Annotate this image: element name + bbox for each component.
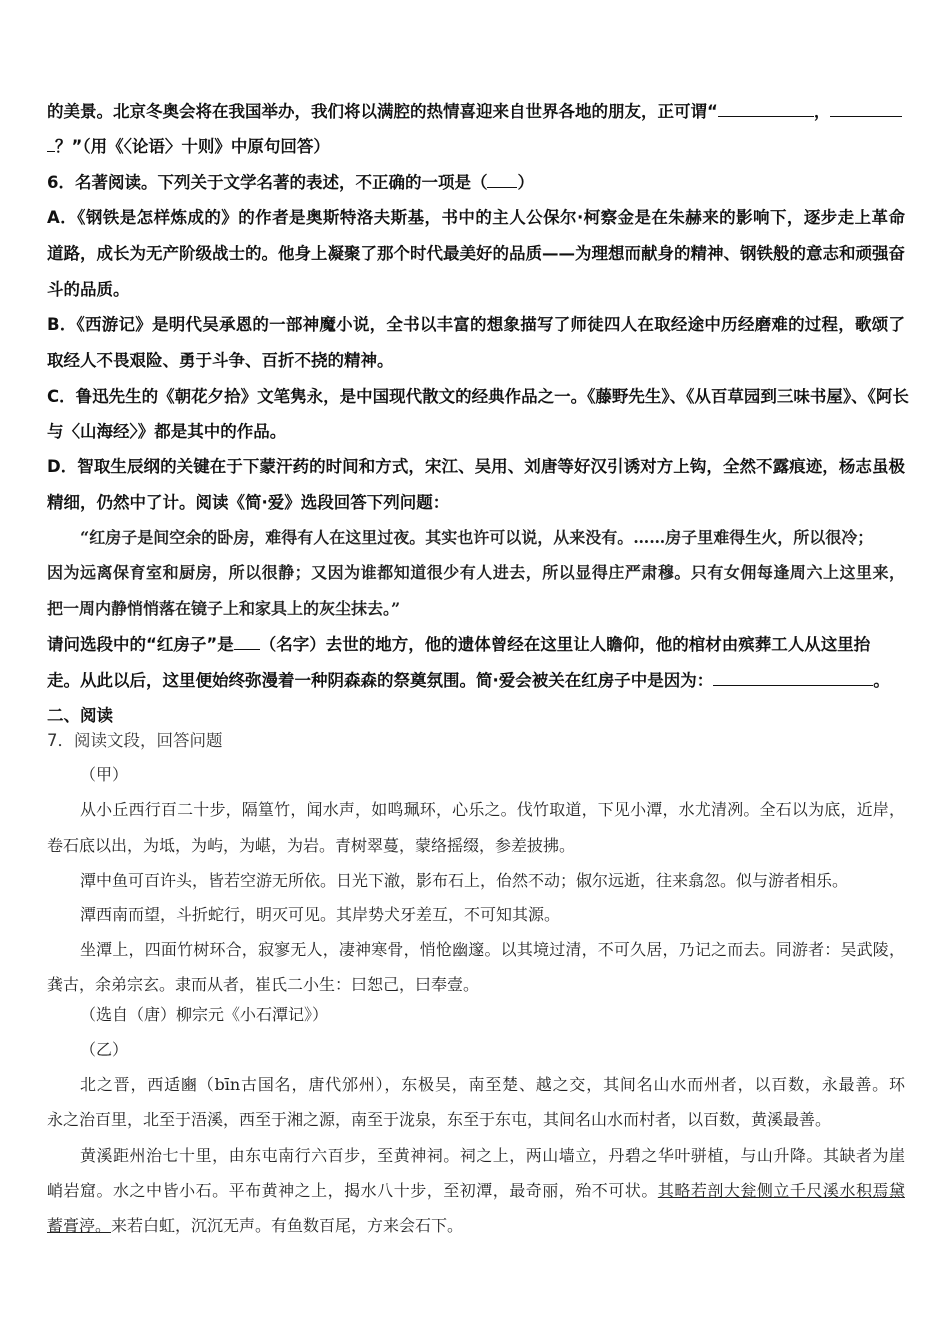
yi-p1-line-1: 北之晋，西适豳（bīn古国名，唐代邠州），东极吴，南至楚、越之交，其间名山水而州者，以百数，永最善。环 bbox=[80, 1075, 905, 1094]
jia-p4-line-2: 龚古，余弟宗玄。隶而从者，崔氏二小生：曰恕己，曰奉壹。 bbox=[47, 975, 480, 994]
q5-line-1 bbox=[47, 101, 905, 123]
section-heading: 二、阅读 bbox=[47, 706, 113, 725]
jia-p2: 潭中鱼可百许头，皆若空游无所依。日光下澈，影布石上，佁然不动；俶尔远逝，往来翕忽。似与游者相乐。 bbox=[80, 871, 849, 890]
quote-line-1: “红房子是间空余的卧房，难得有人在这里过夜。其实也许可以说，从来没有。……房子里难得生火，所以很冷； bbox=[80, 528, 874, 547]
jia-p1-line-1: 从小丘西行百二十步，隔篁竹，闻水声，如鸣珮环，心乐之。伐竹取道，下见小潭，水尤清冽。全石以为底，近岸， bbox=[80, 800, 905, 819]
text: 峭岩窟。水之中皆小石。平布黄神之上，揭水八十步，至初潭，最奇丽，殆不可状。 bbox=[47, 1181, 658, 1200]
passage-yi-label: （乙） bbox=[80, 1040, 129, 1059]
text: （名字）去世的地方，他的遗体曾经在这里让人瞻仰，他的棺材由殡葬工人从这里抬 bbox=[259, 635, 871, 654]
question-7: 7．阅读文段，回答问题 bbox=[47, 731, 223, 750]
q5-line-2 bbox=[47, 136, 905, 158]
yi-p1-line-2: 永之治百里，北至于浯溪，西至于湘之源，南至于泷泉，东至于东屯，其间名山水而村者，以百数，黄溪最善。 bbox=[47, 1110, 832, 1129]
answer-blank bbox=[713, 671, 873, 686]
text: 请问选段中的“红房子”是 bbox=[47, 635, 234, 654]
answer-blank bbox=[234, 635, 260, 650]
option-a-line-2: 道路，成长为无产阶级战士的。他身上凝聚了那个时代最美好的品质——为理想而献身的精神、钢铁般的意志和顽强奋 bbox=[47, 244, 905, 263]
option-c-line-2: 与〈山海经〉》都是其中的作品。 bbox=[47, 422, 287, 441]
jia-p4-line-1: 坐潭上，四面竹树环合，寂寥无人，凄神寒骨，悄怆幽邃。以其境过清，不可久居，乃记之而去。同游者：吴武陵， bbox=[80, 940, 905, 959]
text: 6．名著阅读。下列关于文学名著的表述，不正确的一项是（ bbox=[47, 173, 488, 192]
option-d-line-1: D．智取生辰纲的关键在于下蒙汗药的时间和方式，宋江、吴用、刘唐等好汉引诱对方上钩，全然不露痕迹，杨志虽极 bbox=[47, 457, 905, 476]
text: ， bbox=[813, 102, 831, 121]
answer-blank bbox=[47, 137, 55, 152]
quote-line-3: 把一周内静悄悄落在镜子上和家具上的灰尘抹去。” bbox=[47, 599, 401, 618]
option-d-line-2: 精细，仍然中了计。阅读《简·爱》选段回答下列问题： bbox=[47, 493, 450, 512]
jia-p1-line-2: 卷石底以出，为坻，为屿，为嵁，为岩。青树翠蔓，蒙络摇缀，参差披拂。 bbox=[47, 836, 576, 855]
option-a-line-1: A．《钢铁是怎样炼成的》的作者是奥斯特洛夫斯基，书中的主人公保尔·柯察金是在朱赫来的影响下，逐步走上革命 bbox=[47, 208, 905, 227]
yi-p2-line-3 bbox=[47, 1215, 905, 1237]
option-b-line-2: 取经人不畏艰险、勇于斗争、百折不挠的精神。 bbox=[47, 351, 394, 370]
answer-blank bbox=[487, 173, 517, 188]
text: 的美景。北京冬奥会将在我国举办，我们将以满腔的热情喜迎来自世界各地的朋友，正可谓“ bbox=[47, 102, 718, 121]
jia-p3: 潭西南而望，斗折蛇行，明灭可见。其岸势犬牙差互，不可知其源。 bbox=[80, 905, 561, 924]
option-c-line-1: C．鲁迅先生的《朝花夕拾》文笔隽永，是中国现代散文的经典作品之一。《藤野先生》、《从百草园到三味书屋》、《阿长 bbox=[47, 387, 909, 406]
yi-p2-line-1: 黄溪距州治七十里，由东屯南行六百步，至黄神祠。祠之上，两山墙立，丹碧之华叶骈植，与山升降。其缺者为崖 bbox=[80, 1146, 905, 1165]
answer-blank bbox=[830, 102, 902, 117]
question-line-1 bbox=[47, 634, 905, 656]
underlined-sentence: 其略若剖大瓮侧立千尺溪水积焉黛 bbox=[657, 1181, 905, 1200]
text: 来若白虹，沉沉无声。有鱼数百尾，方来会石下。 bbox=[111, 1216, 464, 1235]
text: 。 bbox=[873, 671, 890, 690]
question-line-2 bbox=[47, 670, 905, 692]
yi-p2-line-2 bbox=[47, 1180, 905, 1202]
quote-line-2: 因为远离保育室和厨房，所以很静；又因为谁都知道很少有人进去，所以显得庄严肃穆。只有女佣每逢周六上这里来， bbox=[47, 563, 905, 582]
text: ） bbox=[517, 173, 534, 192]
underlined-sentence: 蓄膏渟。 bbox=[47, 1216, 112, 1235]
option-a-line-3: 斗的品质。 bbox=[47, 280, 130, 299]
answer-blank bbox=[718, 102, 814, 117]
text: 走。从此以后，这里便始终弥漫着一种阴森森的祭奠氛围。简·爱会被关在红房子中是因为： bbox=[47, 671, 714, 690]
text: ？”（用《〈论语〉十则》中原句回答） bbox=[55, 137, 330, 156]
jia-source: （选自（唐）柳宗元《小石潭记》） bbox=[80, 1005, 329, 1024]
option-b-line-1: B．《西游记》是明代吴承恩的一部神魔小说，全书以丰富的想象描写了师徒四人在取经途中历经磨难的过程，歌颂了 bbox=[47, 315, 905, 334]
q6-stem bbox=[47, 172, 905, 194]
passage-jia-label: （甲） bbox=[80, 765, 129, 784]
